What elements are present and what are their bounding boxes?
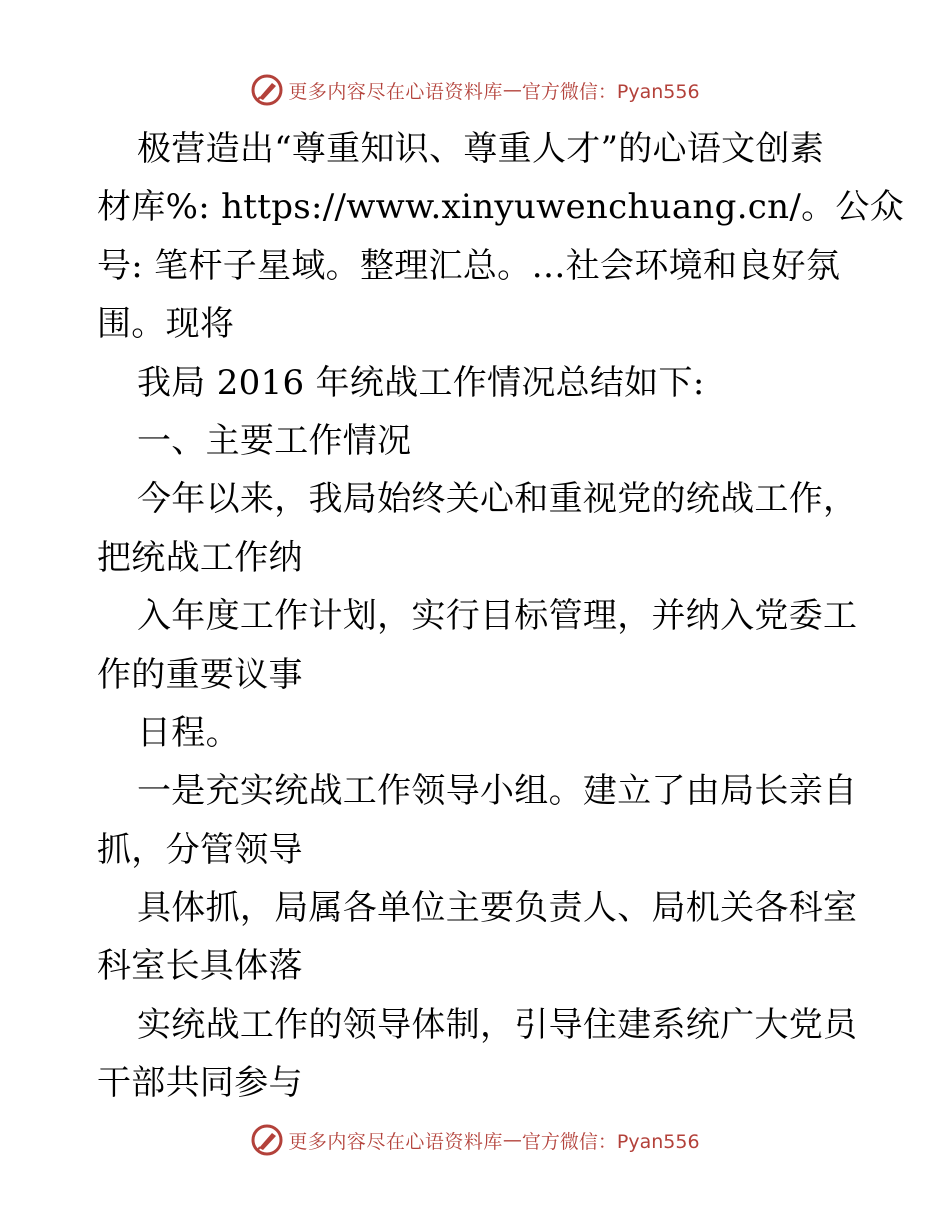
- text-line: 日程。: [137, 712, 240, 753]
- text-line: 科室长具体落: [97, 946, 303, 987]
- text-line: 把统战工作纳: [97, 537, 303, 578]
- text-line: 一是充实统战工作领导小组。建立了由局长亲自: [137, 771, 858, 812]
- text-line: 围。现将: [97, 304, 235, 345]
- text-line: 极营造出“尊重知识、尊重人才”的心语文创素: [137, 129, 825, 169]
- document-body: [97, 120, 904, 1113]
- header-banner-separator: —: [502, 79, 522, 101]
- header-banner: [0, 70, 950, 110]
- text-line: 作的重要议事: [97, 654, 303, 695]
- text-line: 入年度工作计划，实行目标管理，并纳入党委工: [137, 596, 858, 637]
- text-line: 干部共同参与: [97, 1063, 303, 1104]
- quill-logo-icon: [250, 1123, 284, 1157]
- footer-wechat-id: 官方微信：Pyan556: [521, 1130, 700, 1153]
- text-line: 抓，分管领导: [97, 829, 303, 870]
- text-line: 实统战工作的领导体制，引导住建系统广大党员: [137, 1004, 858, 1045]
- text-line: 我局 2016 年统战工作情况总结如下:: [137, 362, 705, 403]
- text-line: 一、主要工作情况: [137, 420, 412, 461]
- text-line: 材库%: https://www.xinyuwenchuang.cn/。公众: [97, 187, 904, 228]
- header-banner-text: 更多内容尽在心语资料库: [288, 80, 503, 103]
- footer-banner-separator: —: [502, 1129, 522, 1151]
- header-wechat-id: 官方微信：Pyan556: [521, 80, 700, 103]
- text-line: 今年以来，我局始终关心和重视党的统战工作，: [137, 479, 858, 520]
- footer-banner-text: 更多内容尽在心语资料库: [288, 1130, 503, 1153]
- footer-banner: [0, 1120, 950, 1160]
- text-line: 号: 笔杆子星域。整理汇总。…社会环境和良好氛: [97, 245, 841, 286]
- quill-logo-icon: [250, 73, 284, 107]
- text-line: 具体抓，局属各单位主要负责人、局机关各科室: [137, 888, 858, 929]
